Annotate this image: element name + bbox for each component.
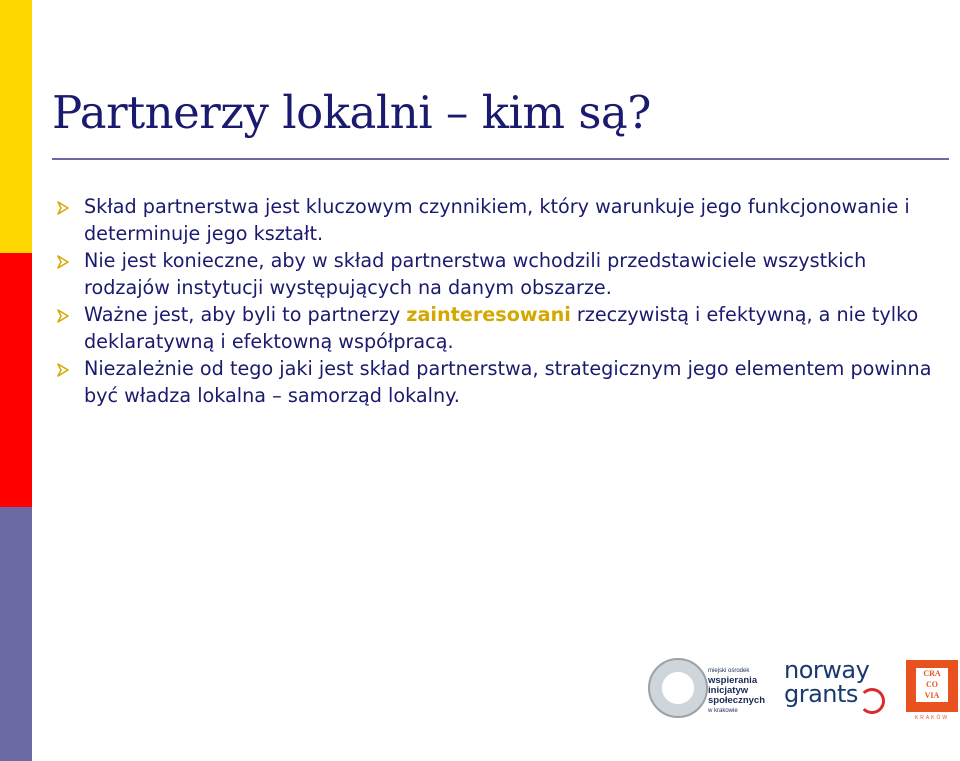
mowis-line: wspierania — [708, 675, 758, 686]
bullet-item — [52, 355, 952, 409]
bullet-text: Nie jest konieczne, aby w skład partnerstwa wchodzili przedstawiciele wszystkich rodzajów instytucji występujących na danym obszarze. — [84, 249, 867, 299]
mowis-logo — [646, 652, 774, 722]
grants-line: grants — [784, 680, 858, 708]
cracovia-logo — [906, 660, 958, 712]
bullet-text-before: Ważne jest, aby byli to partnerzy — [84, 303, 407, 326]
mowis-wordmark — [708, 666, 765, 716]
cracovia-line: CO — [926, 680, 938, 689]
cracovia-line: CRA — [923, 669, 941, 678]
mowis-line: miejski ośrodek — [708, 668, 750, 674]
arrow-bullet-icon — [56, 255, 70, 269]
mowis-line: społecznych — [708, 695, 766, 706]
bullet-text: Niezależnie od tego jaki jest skład partnerstwa, strategicznym jego elementem powinna być władza lokalna – samorząd lokalny. — [84, 357, 932, 407]
bullet-highlight: zainteresowani — [406, 303, 571, 326]
bullet-text-after: rzeczywistą i efektywną, a nie tylko deklaratywną i efektowną współpracą. — [84, 303, 919, 353]
mowis-line: inicjatyw — [708, 685, 749, 696]
mowis-line: w krakowie — [708, 708, 738, 714]
norway-grants-logo — [784, 658, 884, 714]
cracovia-wordmark — [916, 668, 948, 702]
arrow-bullet-icon — [56, 201, 70, 215]
bullet-item — [52, 247, 952, 301]
bullet-text: Skład partnerstwa jest kluczowym czynnikiem, który warunkuje jego funkcjonowanie i determinuje jego kształt. — [84, 195, 910, 245]
side-bar-red — [0, 253, 32, 507]
mowis-emblem-icon — [648, 658, 708, 718]
side-bar-purple — [0, 507, 32, 761]
cracovia-subtitle: KRAKÓW — [914, 715, 950, 721]
bullet-list — [52, 193, 952, 409]
arrow-bullet-icon — [56, 309, 70, 323]
footer-logos — [646, 652, 960, 752]
cracovia-line: VIA — [924, 691, 940, 700]
bullet-item — [52, 301, 952, 355]
title-divider — [52, 158, 949, 160]
norway-line: norway — [784, 656, 870, 684]
norway-grants-mark-icon — [859, 688, 885, 714]
bullet-item — [52, 193, 952, 247]
side-bar-yellow — [0, 0, 32, 253]
slide-title: Partnerzy lokalni – kim są? — [52, 86, 651, 139]
arrow-bullet-icon — [56, 363, 70, 377]
